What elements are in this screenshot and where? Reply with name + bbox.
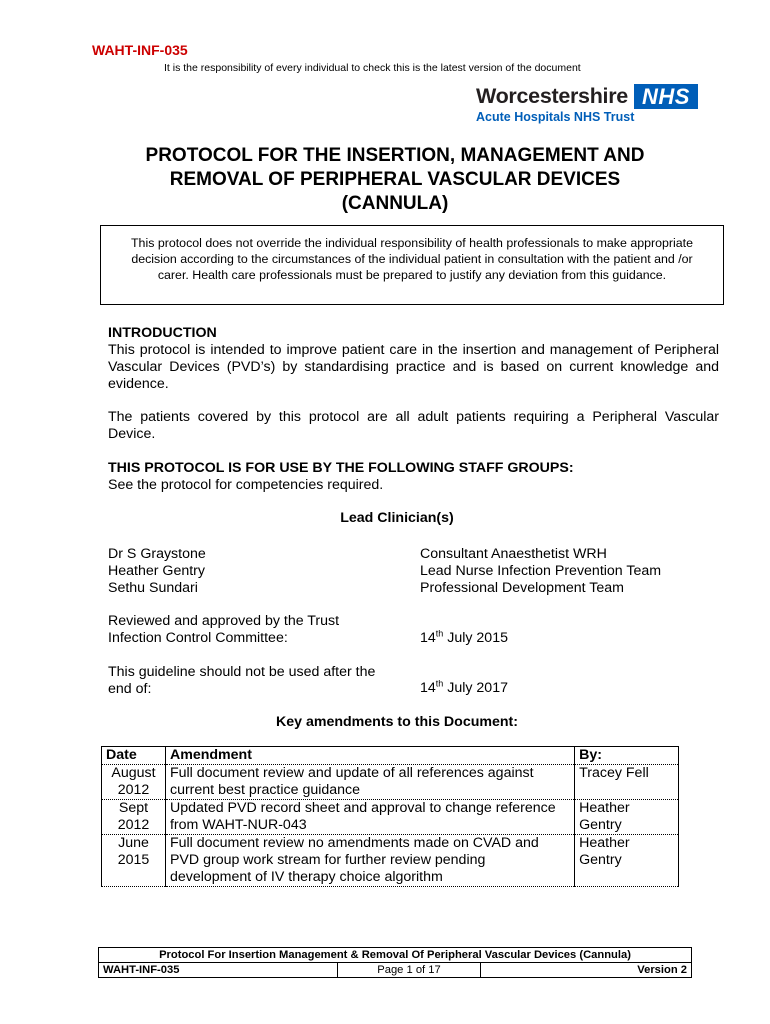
expiry-date-suffix: th (435, 678, 444, 689)
clinician-name-2: Heather Gentry (108, 563, 205, 579)
staff-groups-text: See the protocol for competencies required. (108, 477, 384, 493)
expiry-date (420, 680, 508, 697)
expiry-label-line-2: end of: (108, 681, 152, 697)
footer-version: Version 2 (481, 963, 692, 978)
column-header-by: By: (575, 747, 679, 765)
amendment-description: Full document review and update of all references against current best practice guidance (165, 765, 574, 800)
column-header-date: Date (102, 747, 166, 765)
document-id: WAHT-INF-035 (92, 42, 188, 58)
introduction-heading: INTRODUCTION (108, 325, 217, 341)
title-line-1: PROTOCOL FOR THE INSERTION, MANAGEMENT AND (145, 145, 645, 166)
approval-label (108, 613, 339, 647)
introduction-paragraph-2: The patients covered by this protocol are all adult patients requiring a Peripheral Vascular Device. (108, 409, 719, 442)
footer-doc-id: WAHT-INF-035 (99, 963, 338, 978)
footer-page-number: Page 1 of 17 (338, 963, 481, 978)
responsibility-notice: It is the responsibility of every individual to check this is the latest version of the document (164, 62, 581, 74)
amendment-description: Full document review no amendments made on CVAD and PVD group work stream for further review pending development of IV therapy choice algorithm (165, 835, 574, 887)
logo-trust-name: Acute Hospitals NHS Trust (476, 110, 635, 124)
disclaimer-box (100, 225, 724, 305)
amendment-date-year: 2012 (117, 782, 150, 798)
lead-clinicians-heading: Lead Clinician(s) (340, 510, 454, 526)
expiry-date-day: 14 (420, 680, 436, 696)
table-row (102, 765, 679, 800)
nhs-logo-icon: NHS (634, 84, 698, 109)
amendment-date (102, 765, 166, 800)
amendment-author: Tracey Fell (575, 765, 679, 800)
amendment-date-year: 2012 (117, 817, 150, 833)
approval-date-month-year: July 2015 (443, 630, 508, 646)
amendments-table (101, 746, 679, 887)
amendment-date-month: August (111, 765, 156, 781)
title-line-2: REMOVAL OF PERIPHERAL VASCULAR DEVICES (169, 169, 621, 190)
logo-org-name: Worcestershire (476, 84, 628, 108)
amendment-description: Updated PVD record sheet and approval to change reference from WAHT-NUR-043 (165, 800, 574, 835)
introduction-paragraph-1: This protocol is intended to improve patient care in the insertion and management of Peripheral Vascular Devices (PVD’s) by standardising practice and is based on current knowledge and evidence. (108, 342, 719, 392)
table-row (102, 835, 679, 887)
approval-label-line-1: Reviewed and approved by the Trust (108, 613, 340, 629)
table-row (102, 800, 679, 835)
amendment-date (102, 835, 166, 887)
amendment-author: Heather Gentry (575, 800, 679, 835)
title-line-3: (CANNULA) (341, 193, 449, 214)
approval-date (420, 630, 508, 647)
clinician-name-3: Sethu Sundari (108, 580, 198, 596)
approval-label-line-2: Infection Control Committee: (108, 630, 288, 646)
footer-title: Protocol For Insertion Management & Removal Of Peripheral Vascular Devices (Cannula) (99, 948, 692, 963)
disclaimer-text: This protocol does not override the individual responsibility of health professionals to make appropriate decision according to the circumstances of the individual patient in consultation with the patient and /or carer. Health care professionals must be prepared to justify any deviation from this guidance. (130, 236, 694, 282)
amendment-date-month: Sept (118, 800, 149, 816)
column-header-amendment: Amendment (165, 747, 574, 765)
table-header-row (102, 747, 679, 765)
clinician-role-2: Lead Nurse Infection Prevention Team (420, 563, 662, 579)
amendment-author: Heather Gentry (575, 835, 679, 887)
amendment-date-month: June (118, 835, 149, 851)
expiry-date-month-year: July 2017 (443, 680, 508, 696)
clinician-role-1: Consultant Anaesthetist WRH (420, 546, 607, 562)
amendment-date (102, 800, 166, 835)
nhs-trust-logo (476, 82, 701, 128)
page-title (60, 144, 730, 216)
expiry-label-line-1: This guideline should not be used after the (108, 664, 376, 680)
clinician-role-3: Professional Development Team (420, 580, 624, 596)
amendments-heading: Key amendments to this Document: (275, 714, 518, 730)
page-footer (98, 947, 692, 978)
staff-groups-heading: THIS PROTOCOL IS FOR USE BY THE FOLLOWING STAFF GROUPS: (108, 460, 574, 476)
approval-date-suffix: th (435, 628, 444, 639)
clinician-name-1: Dr S Graystone (108, 546, 206, 562)
approval-date-day: 14 (420, 630, 436, 646)
expiry-label (108, 664, 375, 698)
amendment-date-year: 2015 (117, 852, 150, 868)
